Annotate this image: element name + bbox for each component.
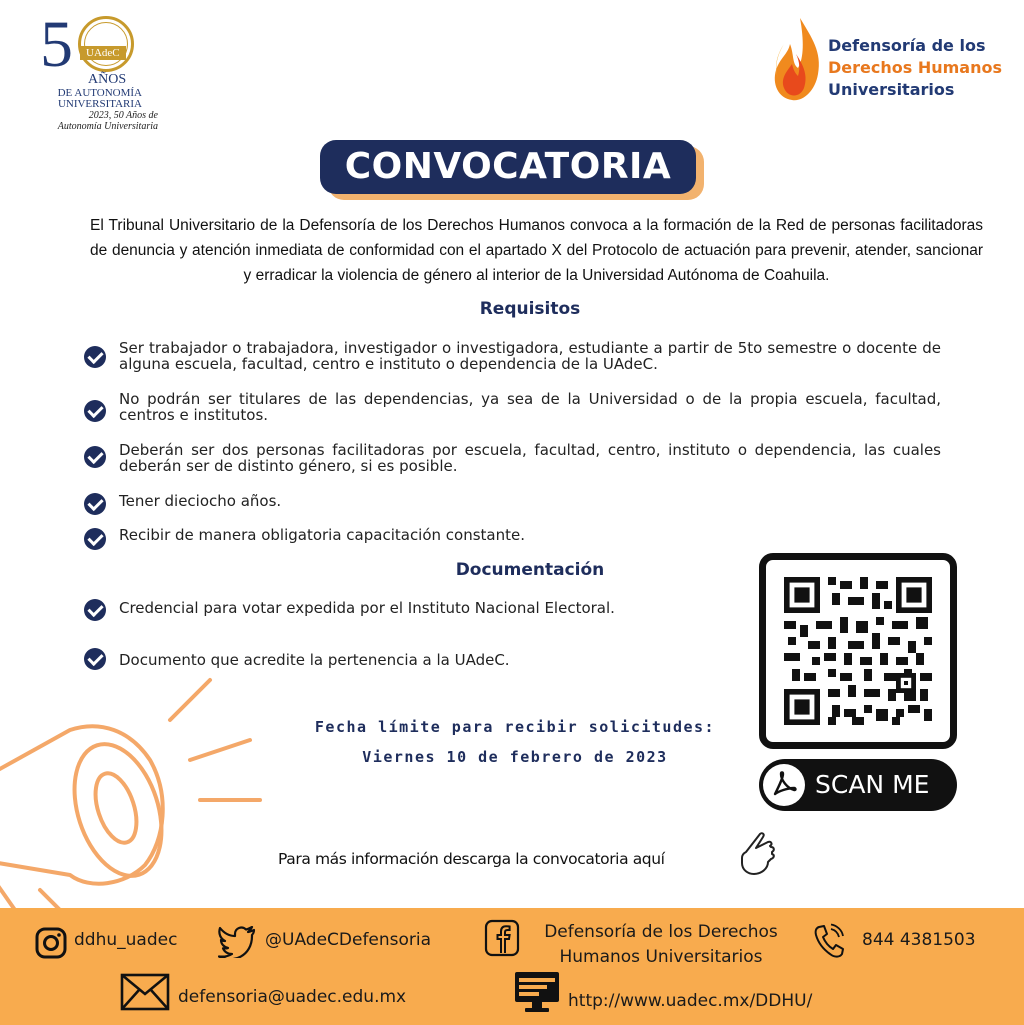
logo-line-3: Universitarios	[828, 80, 955, 99]
requisito-item: Deberán ser dos personas facilitadoras por escuela, facultad, centro, instituto o dependencia, las cuales deberán ser de distinto género, si es posible.	[119, 441, 941, 475]
check-icon	[84, 528, 106, 550]
facebook-icon[interactable]	[484, 919, 520, 957]
documentacion-heading: Documentación	[455, 560, 605, 580]
uadec-50-years-logo	[18, 8, 158, 132]
intro-paragraph: El Tribunal Universitario de la Defensoría de los Derechos Humanos convoca a la formación de la Red de personas facilitadoras de denuncia y atención inmediata de conformidad con el apartado X del Protocolo de actuación para prevenir, atender, sancionar y erradicar la violencia de género al interior de la Universidad Autónoma de Coahuila.	[90, 217, 983, 284]
deadline-date: Viernes 10 de febrero de 2023	[362, 748, 668, 766]
qr-code[interactable]	[759, 553, 957, 749]
logo-line-2: Derechos Humanos	[828, 58, 1002, 77]
instagram-handle[interactable]: ddhu_uadec	[74, 930, 178, 950]
instagram-icon[interactable]	[35, 927, 67, 959]
phone-icon[interactable]	[813, 923, 845, 959]
deadline-label: Fecha límite para recibir solicitudes:	[314, 718, 716, 736]
scan-me-button[interactable]	[759, 759, 957, 811]
footer	[0, 908, 1024, 1025]
logo-badge: UAdeC	[80, 46, 126, 60]
requisito-item: No podrán ser titulares de las dependencias, ya sea de la Universidad o de la propia escuela, facultad, centros e institutos.	[119, 390, 941, 424]
twitter-handle[interactable]: @UAdeCDefensoria	[265, 930, 432, 950]
page-title: CONVOCATORIA	[320, 140, 696, 194]
qr-pattern	[784, 577, 932, 725]
check-icon	[84, 400, 106, 422]
logo-line-1: Defensoría de los	[828, 36, 986, 55]
email-address[interactable]: defensoria@uadec.edu.mx	[178, 987, 407, 1007]
defensoria-logo	[770, 14, 1020, 109]
website-url[interactable]: http://www.uadec.mx/DDHU/	[568, 991, 813, 1011]
logo-subtitle: DE AUTONOMÍA UNIVERSITARIA	[57, 87, 142, 110]
requisito-item: Tener dieciocho años.	[119, 492, 282, 510]
pointing-hand-icon[interactable]	[738, 830, 778, 880]
requisitos-heading: Requisitos	[479, 299, 581, 319]
check-icon	[84, 346, 106, 368]
logo-years: AÑOS	[88, 72, 127, 87]
logo-caption: 2023, 50 Años de Autonomía Universitaria	[57, 110, 158, 132]
requisito-item: Ser trabajador o trabajadora, investigador o investigadora, estudiante a partir de 5to semestre o docente de alguna escuela, facultad, centro e instituto o dependencia de la UAdeC.	[119, 339, 941, 373]
logo-number: 5	[40, 8, 73, 81]
more-info-text[interactable]: Para más información descarga la convocatoria aquí	[278, 850, 665, 868]
documento-item: Credencial para votar expedida por el Instituto Nacional Electoral.	[119, 599, 615, 617]
phone-number[interactable]: 844 4381503	[862, 930, 976, 950]
email-icon[interactable]	[120, 972, 170, 1012]
facebook-page[interactable]: Defensoría de los Derechos Humanos Universitarios	[544, 922, 778, 967]
scan-me-label: SCAN ME	[815, 770, 930, 799]
requisito-item: Recibir de manera obligatoria capacitación constante.	[119, 526, 526, 544]
pdf-icon	[763, 764, 805, 806]
check-icon	[84, 493, 106, 515]
megaphone-icon	[0, 670, 280, 910]
check-icon	[84, 446, 106, 468]
flame-icon	[770, 14, 826, 109]
check-icon	[84, 648, 106, 670]
twitter-icon[interactable]	[218, 926, 256, 958]
documento-item: Documento que acredite la pertenencia a la UAdeC.	[119, 651, 510, 669]
computer-icon[interactable]	[513, 970, 561, 1014]
check-icon	[84, 599, 106, 621]
